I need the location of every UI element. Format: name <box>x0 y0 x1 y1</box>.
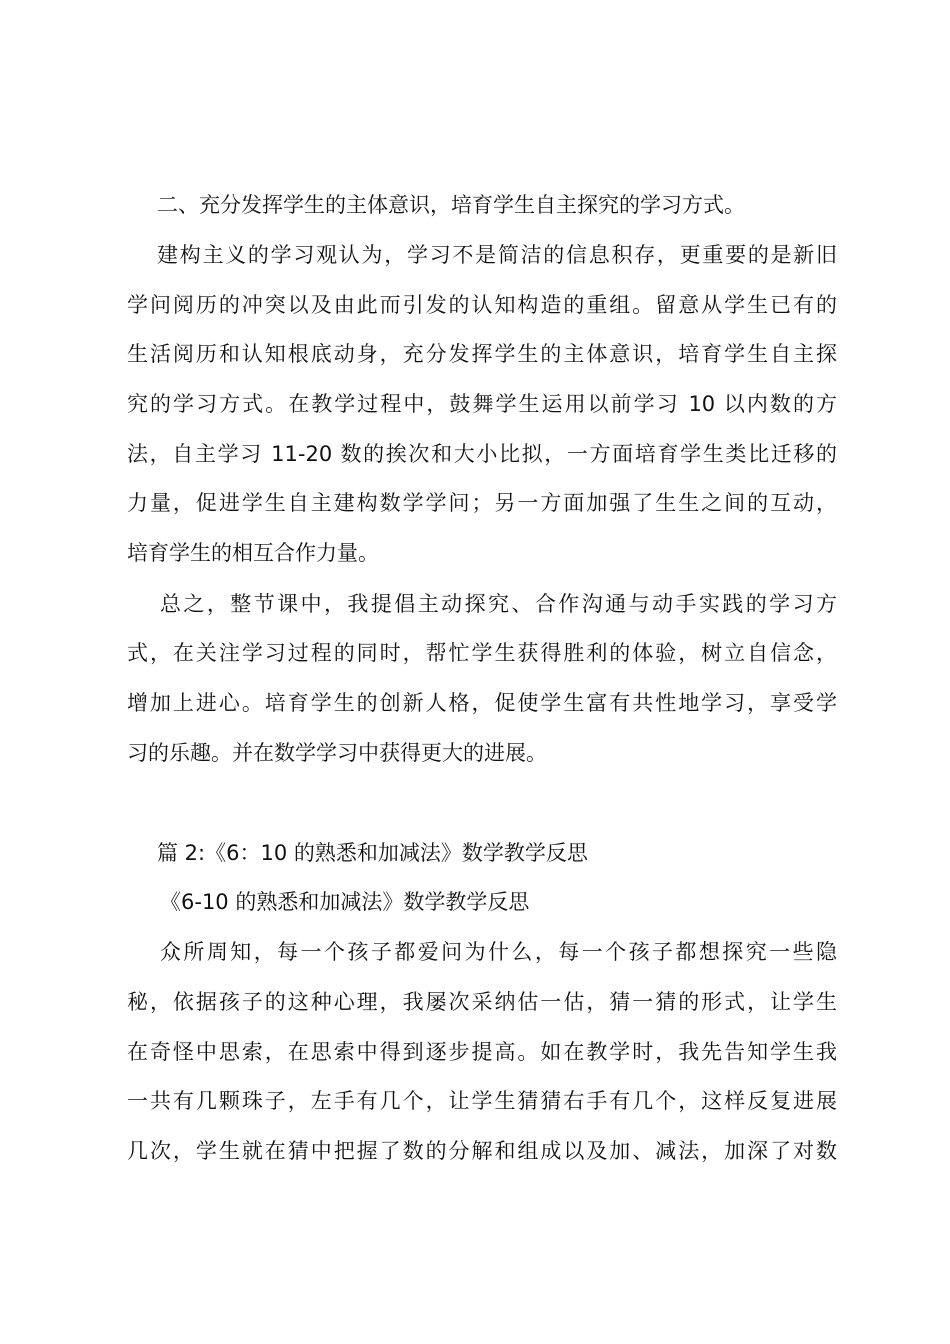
section-heading: 二、充分发挥学生的主体意识，培育学生自主探究的学习方式。 <box>157 193 745 217</box>
paragraph-line: 式，在关注学习过程的同时，帮忙学生获得胜利的体验，树立自信念， <box>127 641 837 665</box>
article-label: 篇 2:《6：10 的熟悉和加减法》数学教学反思 <box>157 841 588 865</box>
paragraph-line: 培育学生的相互合作力量。 <box>127 541 379 565</box>
paragraph-line: 学问阅历的冲突以及由此而引发的认知构造的重组。留意从学生已有的 <box>127 293 837 317</box>
article-title: 《6-10 的熟悉和加减法》数学教学反思 <box>160 890 530 914</box>
paragraph-line: 力量，促进学生自主建构数学学问；另一方面加强了生生之间的互动， <box>127 491 837 515</box>
paragraph-line: 生活阅历和认知根底动身，充分发挥学生的主体意识，培育学生自主探 <box>127 342 837 366</box>
paragraph-line: 究的学习方式。在教学过程中，鼓舞学生运用以前学习 10 以内数的方 <box>127 392 837 416</box>
paragraph-line: 几次，学生就在猜中把握了数的分解和组成以及加、减法，加深了对数 <box>127 1139 837 1163</box>
paragraph-line: 秘，依据孩子的这种心理，我屡次采纳估一估，猜一猜的形式，让学生 <box>127 990 837 1014</box>
paragraph-line: 在奇怪中思索，在思索中得到逐步提高。如在教学时，我先告知学生我 <box>127 1040 837 1064</box>
paragraph-line: 总之，整节课中，我提倡主动探究、合作沟通与动手实践的学习方 <box>160 592 837 616</box>
paragraph-line: 法，自主学习 11-20 数的挨次和大小比拟，一方面培育学生类比迁移的 <box>127 442 837 466</box>
paragraph-line: 增加上进心。培育学生的创新人格，促使学生富有共性地学习，享受学 <box>127 691 837 715</box>
paragraph-line: 建构主义的学习观认为，学习不是简洁的信息积存，更重要的是新旧 <box>157 243 837 267</box>
paragraph-line: 一共有几颗珠子，左手有几个，让学生猜猜右手有几个，这样反复进展 <box>127 1089 837 1113</box>
paragraph-line: 习的乐趣。并在数学学习中获得更大的进展。 <box>127 741 547 765</box>
paragraph-line: 众所周知，每一个孩子都爱问为什么，每一个孩子都想探究一些隐 <box>160 940 837 964</box>
